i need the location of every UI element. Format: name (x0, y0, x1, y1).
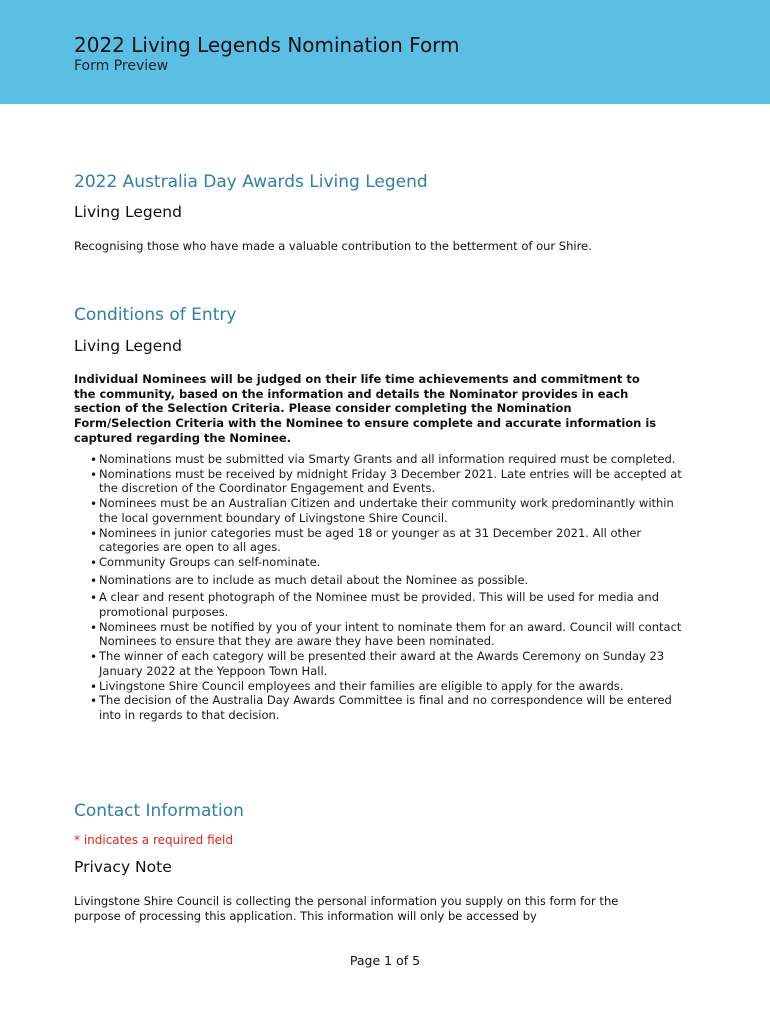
intro-section-title: 2022 Australia Day Awards Living Legend (74, 172, 428, 192)
list-item: • Nominations must be received by midnight Friday 3 December 2021. Late entries will be accepted at the discretion of the Coordinator Engagement and Events. (92, 467, 682, 496)
intro-subtitle: Living Legend (74, 203, 182, 221)
list-item: • Livingstone Shire Council employees and their families are eligible to apply for the awards. (92, 679, 682, 694)
intro-description: Recognising those who have made a valuable contribution to the betterment of our Shire. (74, 239, 592, 253)
list-item: • The decision of the Australia Day Awards Committee is final and no correspondence will be entered into in regards to that decision. (92, 693, 682, 722)
list-item: • A clear and resent photograph of the Nominee must be provided. This will be used for media and promotional purposes. (92, 590, 682, 619)
header-banner (0, 0, 770, 104)
list-item: • Nominees must be an Australian Citizen and undertake their community work predominantly within the local government boundary of Livingstone Shire Council. (92, 496, 682, 525)
list-item: • Nominees in junior categories must be aged 18 or younger as at 31 December 2021. All other categories are open to all ages. (92, 526, 682, 555)
form-title: 2022 Living Legends Nomination Form (74, 33, 460, 57)
contact-section-title: Contact Information (74, 801, 244, 821)
list-item: • Nominations must be submitted via Smarty Grants and all information required must be completed. (92, 452, 682, 467)
conditions-section-title: Conditions of Entry (74, 305, 237, 325)
conditions-summary: Individual Nominees will be judged on their life time achievements and commitment to the community, based on the information and details the Nominator provides in each section of the Selection Criteria. Please consider completing the Nomination Form/Selection Criteria with the Nominee to ensure complete and accurate information is captured regarding the Nominee. (74, 372, 657, 445)
list-item: • Nominees must be notified by you of your intent to nominate them for an award. Council will contact Nominees to ensure that they are aware they have been nominated. (92, 620, 682, 649)
required-field-note: * indicates a required field (74, 833, 233, 847)
page-number: Page 1 of 5 (349, 953, 421, 968)
list-item: • The winner of each category will be presented their award at the Awards Ceremony on Sunday 23 January 2022 at the Yeppoon Town Hall. (92, 649, 682, 678)
list-item: • Community Groups can self-nominate. (92, 555, 682, 570)
form-subtitle: Form Preview (74, 58, 169, 74)
privacy-title: Privacy Note (74, 858, 172, 876)
conditions-list (92, 452, 682, 723)
conditions-subtitle: Living Legend (74, 337, 182, 355)
privacy-text: Livingstone Shire Council is collecting the personal information you supply on this form for the purpose of processing this application. This information will only be accessed by (74, 894, 619, 923)
list-item: • Nominations are to include as much detail about the Nominee as possible. (92, 573, 682, 588)
